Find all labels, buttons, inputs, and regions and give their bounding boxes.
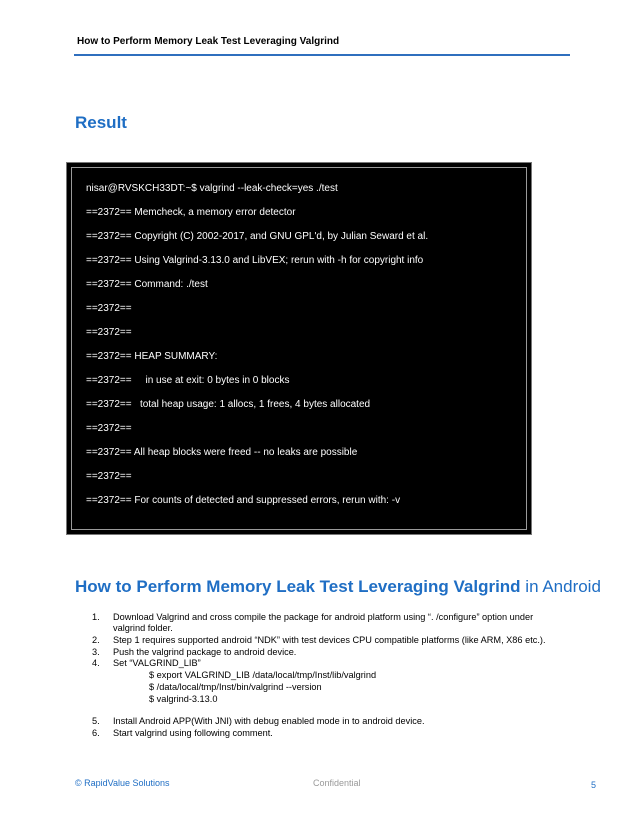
command-line: $ export VALGRIND_LIB /data/local/tmp/Inst/lib/valgrind (149, 670, 377, 680)
list-item-number: 2. (92, 635, 100, 645)
list-item-number: 6. (92, 728, 100, 738)
terminal-line: ==2372== (86, 423, 132, 434)
terminal-line: ==2372== (86, 303, 132, 314)
document-header-title: How to Perform Memory Leak Test Leveraging Valgrind (77, 36, 340, 47)
terminal-line: ==2372== (86, 327, 132, 338)
terminal-line: ==2372== total heap usage: 1 allocs, 1 frees, 4 bytes allocated (86, 399, 371, 410)
list-item-text: Start valgrind using following comment. (113, 728, 273, 738)
terminal-output-box (66, 162, 532, 535)
terminal-line: ==2372== HEAP SUMMARY: (86, 351, 218, 362)
list-item-number: 3. (92, 647, 100, 657)
list-item-text: valgrind folder. (113, 623, 173, 633)
footer-confidential: Confidential (313, 778, 361, 788)
list-item-number: 5. (92, 716, 100, 726)
command-line: $ /data/local/tmp/Inst/bin/valgrind --version (149, 682, 322, 692)
section-title-android-bold: How to Perform Memory Leak Test Leveraging Valgrind (75, 577, 521, 596)
header-divider (74, 54, 570, 56)
list-item-text: Install Android APP(With JNI) with debug enabled mode in to android device. (113, 716, 425, 726)
terminal-line: ==2372== Memcheck, a memory error detector (86, 207, 296, 218)
list-item-text: Download Valgrind and cross compile the package for android platform using “. /configure” option under (113, 612, 534, 622)
section-title-android (75, 577, 601, 597)
list-item-number: 4. (92, 658, 100, 668)
list-item-text: Set “VALGRIND_LIB” (113, 658, 201, 668)
terminal-line: nisar@RVSKCH33DT:~$ valgrind --leak-check=yes ./test (86, 183, 338, 194)
terminal-line: ==2372== in use at exit: 0 bytes in 0 blocks (86, 375, 290, 386)
section-title-android-tail: in Android (520, 577, 601, 596)
terminal-line: ==2372== (86, 471, 132, 482)
terminal-line: ==2372== For counts of detected and suppressed errors, rerun with: -v (86, 495, 401, 506)
footer-company: © RapidValue Solutions (75, 778, 170, 788)
terminal-line: ==2372== Using Valgrind-3.13.0 and LibVEX; rerun with -h for copyright info (86, 255, 424, 266)
list-item-text: Push the valgrind package to android device. (113, 647, 297, 657)
command-line: $ valgrind-3.13.0 (149, 694, 218, 704)
list-item-text: Step 1 requires supported android “NDK” with test devices CPU compatible platforms (like ARM, X86 etc.). (113, 635, 546, 645)
section-title-result: Result (75, 113, 127, 132)
terminal-line: ==2372== All heap blocks were freed -- no leaks are possible (86, 447, 358, 458)
terminal-line: ==2372== Command: ./test (86, 279, 208, 290)
terminal-inner-frame (71, 167, 527, 530)
list-item-number: 1. (92, 612, 100, 622)
terminal-line: ==2372== Copyright (C) 2002-2017, and GNU GPL'd, by Julian Seward et al. (86, 231, 429, 242)
footer-page-number: 5 (591, 780, 597, 790)
